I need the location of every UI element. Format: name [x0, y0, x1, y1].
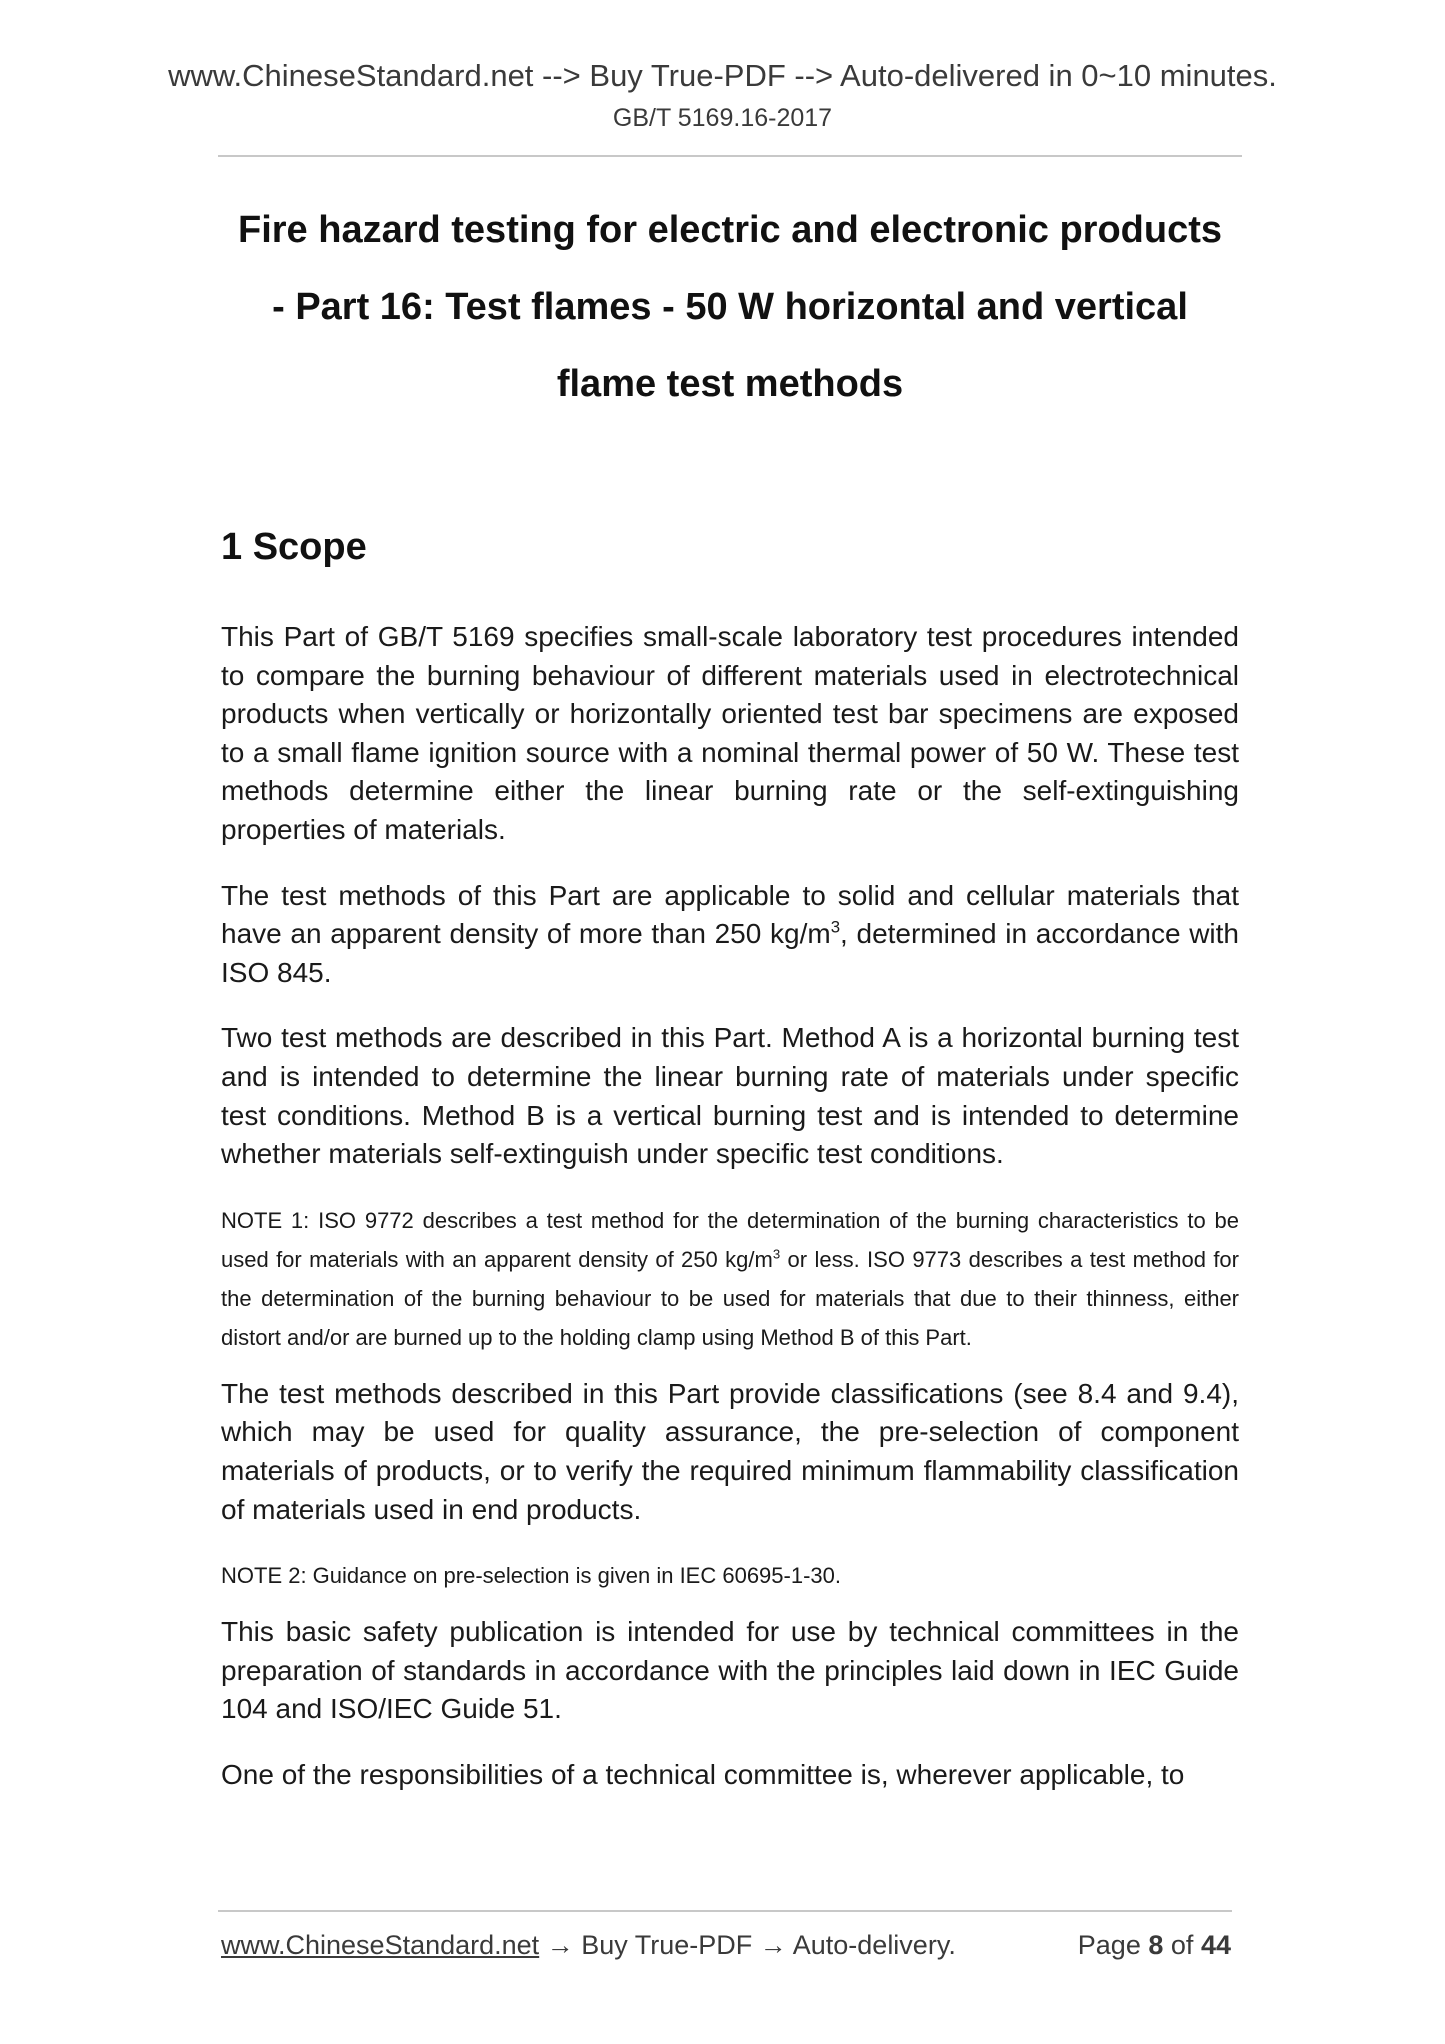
page-label: Page — [1077, 1930, 1141, 1960]
paragraph-5: This basic safety publication is intended for use by technical committees in the preparation of standards in accordance with the principles laid down in IEC Guide 104 and ISO/IEC Guide 51. — [221, 1616, 1239, 1725]
title-line-3: flame test methods — [556, 363, 904, 405]
section-body — [221, 618, 1239, 1821]
footer-divider — [218, 1910, 1232, 1912]
title-line-1: Fire hazard testing for electric and electronic products — [237, 209, 1222, 251]
page-current: 8 — [1148, 1930, 1164, 1960]
document-title — [210, 192, 1250, 423]
paragraph-4: The test methods described in this Part provide classifications (see 8.4 and 9.4), which may be used for quality assurance, the pre-selection of component materials of products, or to verify the required minimum flammability classification of materials used in end products. — [221, 1377, 1239, 1525]
note-1-text-end: or less. ISO 9773 describes a test method for the determination of the burning behaviour to be used for materials that due to their thinness, either distort and/or are burned up to the holding clamp using Method B of this Part. — [221, 1246, 1239, 1350]
note-1 — [221, 1201, 1239, 1357]
page-number — [1078, 1930, 1231, 1961]
page-of: of — [1170, 1930, 1194, 1960]
standard-number: GB/T 5169.16-2017 — [612, 104, 833, 132]
paragraph-6: One of the responsibilities of a technical committee is, wherever applicable, to — [221, 1758, 1185, 1790]
header-divider — [218, 155, 1242, 157]
header-banner: www.ChineseStandard.net --> Buy True-PDF --> Auto-delivered in 0~10 minutes. — [168, 58, 1277, 93]
footer-website-link[interactable]: www.ChineseStandard.net — [221, 1930, 540, 1960]
paragraph-1: This Part of GB/T 5169 specifies small-scale laboratory test procedures intended to compare the burning behaviour of different materials used in electrotechnical products when vertically or horizontally oriented test bar specimens are exposed to a small flame ignition source with a nominal thermal power of 50 W. These test methods determine either the linear burning rate or the self-extinguishing properties of materials. — [221, 621, 1239, 845]
paragraph-3: Two test methods are described in this Part. Method A is a horizontal burning test and is intended to determine the linear burning rate of materials under specific test conditions. Method B is a vertical burning test and is intended to determine whether materials self-extinguish under specific test conditions. — [221, 1022, 1239, 1170]
title-line-2: - Part 16: Test flames - 50 W horizontal and vertical — [272, 286, 1188, 328]
paragraph-2-text: The test methods of this Part are applicable to solid and cellular materials that have an apparent density of more than 250 kg/m — [221, 879, 1239, 950]
page-total: 44 — [1200, 1930, 1231, 1960]
footer-left — [221, 1930, 956, 1961]
note-1-superscript: 3 — [772, 1246, 781, 1262]
paragraph-2-text-end: , determined in accordance with ISO 845. — [221, 918, 1239, 988]
note-2: NOTE 2: Guidance on pre-selection is given in IEC 60695-1-30. — [221, 1563, 841, 1589]
section-heading: 1 Scope — [221, 526, 367, 568]
paragraph-2 — [221, 877, 1239, 993]
paragraph-2-superscript: 3 — [830, 917, 841, 937]
footer-link-suffix: → Buy True-PDF → Auto-delivery. — [539, 1930, 956, 1960]
note-1-text: NOTE 1: ISO 9772 describes a test method for the determination of the burning characteristics to be used for materials with an apparent density of 250 kg/m — [221, 1207, 1239, 1272]
